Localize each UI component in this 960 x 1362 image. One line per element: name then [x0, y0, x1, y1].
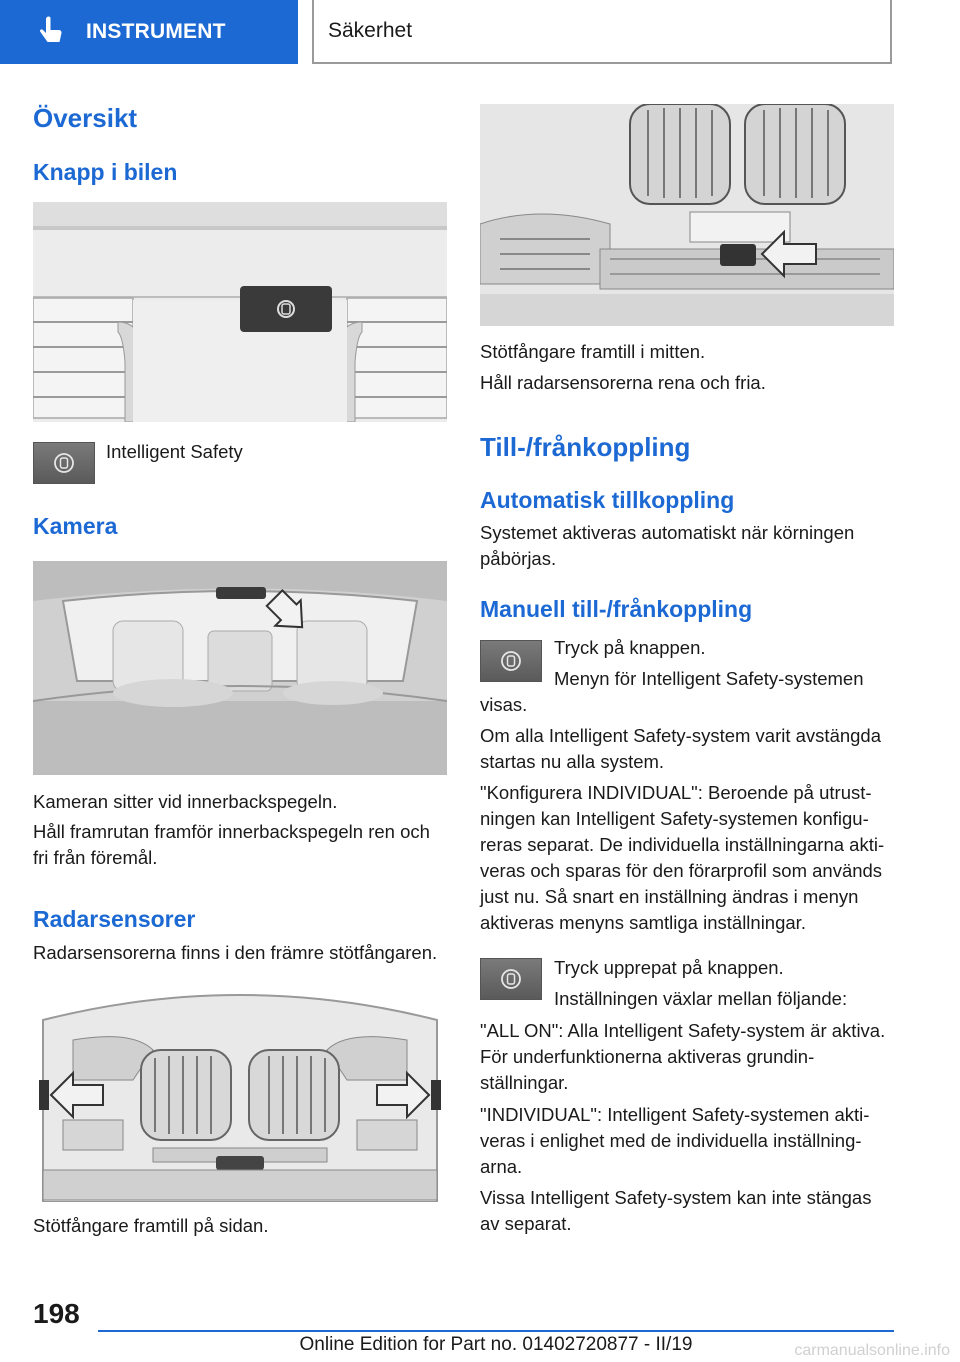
subtitle-button: Knapp i bilen	[33, 159, 178, 185]
hand-pointer-icon	[34, 15, 68, 49]
manual-paragraph-3: "Konfigurera INDIVIDUAL": Beroende på utrustningen kan Intelligent Safety-systemen konfigureras separat. De individuella inställningarna aktiveras och sparas för den förarprofil som används just nu. Så snart en inställning ändras i menyn aktiveras menyns samtliga inställningar.	[480, 782, 885, 933]
radar-side-caption: Stötfångare framtill på sidan.	[33, 1215, 269, 1236]
intelligent-safety-button-icon	[33, 442, 95, 484]
option-individual: "INDIVIDUAL": Intelligent Safety-systemen aktiveras i enlighet med de individuella inställningarna.	[480, 1104, 870, 1177]
manual-step-2b: Inställningen växlar mellan följande:	[554, 988, 848, 1009]
manual-step-2: Tryck upprepat på knappen.	[554, 957, 784, 978]
page-number: 198	[33, 1298, 80, 1329]
front-center-caption: Stötfångare framtill i mitten.	[480, 341, 706, 362]
subtitle-radar: Radarsensorer	[33, 906, 196, 932]
radar-paragraph-1: Radarsensorerna finns i den främre stötfångaren.	[33, 942, 438, 963]
page-title: Översikt	[33, 103, 138, 133]
watermark: carmanualsonline.info	[794, 1342, 950, 1359]
intelligent-safety-button-icon-3	[480, 958, 542, 1000]
manual-step-1: Tryck på knappen.	[554, 637, 706, 658]
camera-interior-image	[33, 561, 447, 775]
chapter-tab[interactable]	[312, 0, 892, 64]
title-toggle: Till-/frånkoppling	[480, 432, 691, 462]
subtitle-manual: Manuell till-/frånkoppling	[480, 596, 753, 622]
front-bumper-side-image	[33, 980, 447, 1202]
final-note: Vissa Intelligent Safety-system kan inte stängas av separat.	[480, 1187, 872, 1234]
front-center-paragraph: Håll radarsensorerna rena och fria.	[480, 372, 766, 393]
camera-paragraph-2: Håll framrutan framför innerbackspegeln ren och fri från föremål.	[33, 821, 430, 868]
dashboard-button-image	[33, 202, 447, 422]
auto-paragraph: Systemet aktiveras automatiskt när körningen påbörjas.	[480, 522, 855, 569]
manual-paragraph-2: Om alla Intelligent Safety-system varit avstängda startas nu alla system.	[480, 725, 882, 772]
footer-divider	[98, 1330, 894, 1332]
camera-paragraph-1: Kameran sitter vid innerbackspegeln.	[33, 791, 338, 812]
subtitle-auto: Automatisk tillkoppling	[480, 487, 735, 513]
section-tab-label: INSTRUMENT	[86, 20, 226, 43]
option-all-on: "ALL ON": Alla Intelligent Safety-system är aktiva. För underfunktionerna aktiveras grundinställningar.	[480, 1020, 886, 1093]
section-tab[interactable]	[0, 0, 298, 64]
manual-step-1b: Menyn för Intelligent Safety-systemen visas.	[480, 668, 864, 715]
subtitle-camera: Kamera	[33, 513, 118, 539]
footer-edition: Online Edition for Part no. 01402720877 - II/19	[299, 1334, 693, 1355]
button-caption: Intelligent Safety	[106, 441, 243, 462]
front-bumper-center-image	[480, 104, 894, 326]
chapter-tab-label: Säkerhet	[328, 19, 413, 42]
